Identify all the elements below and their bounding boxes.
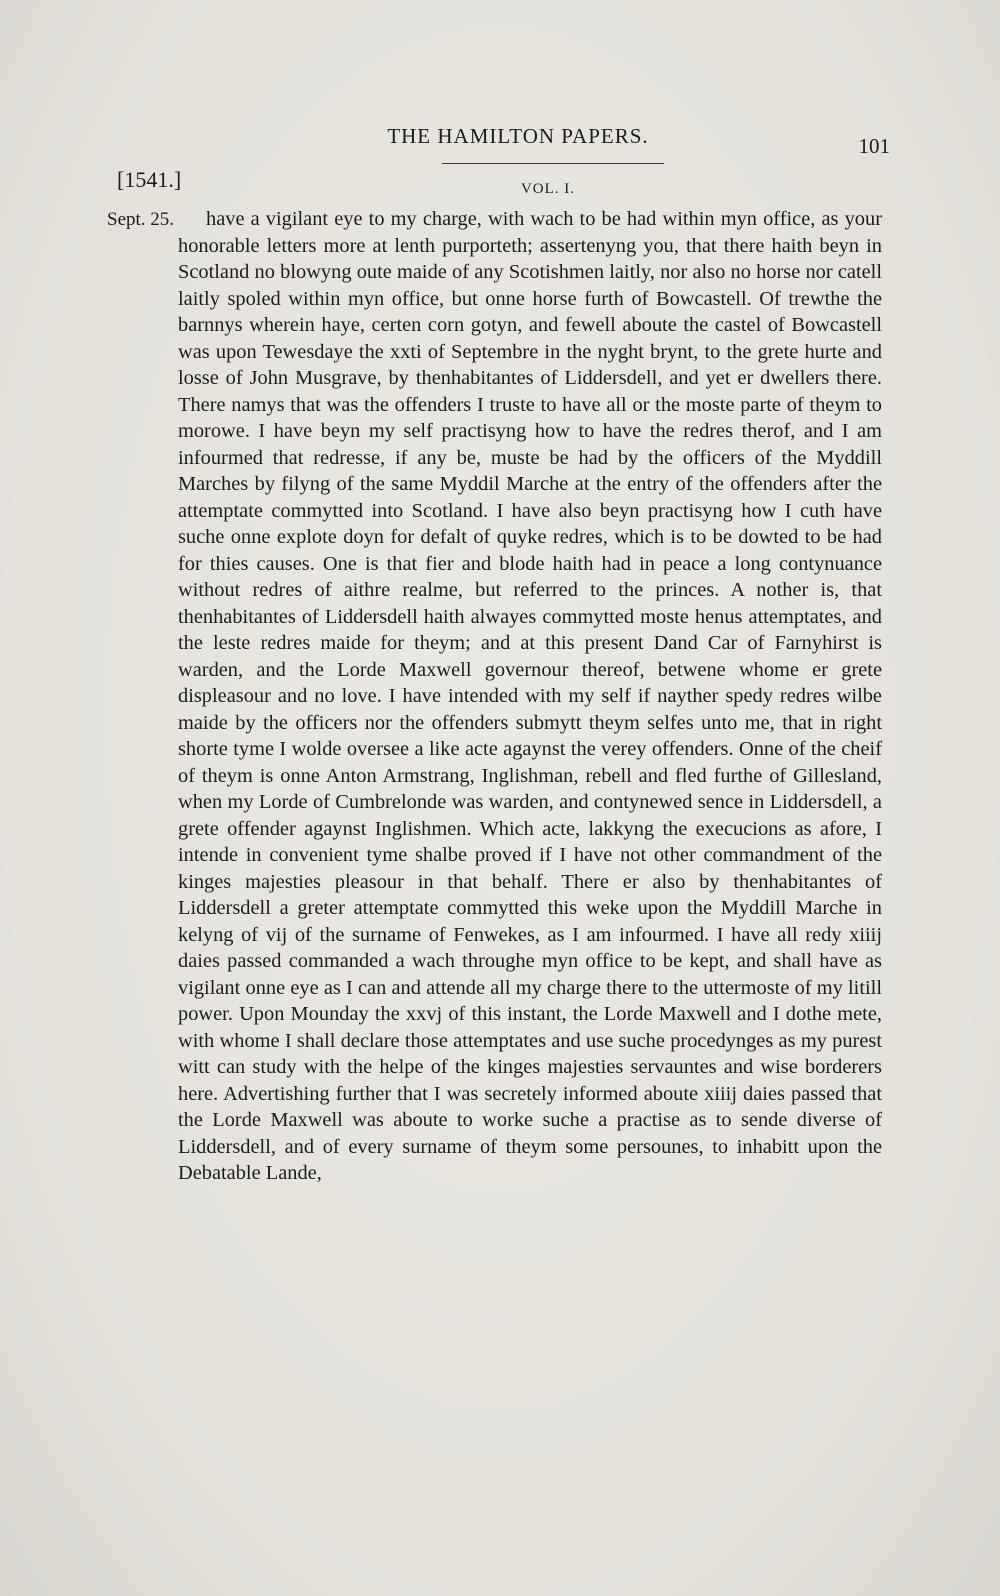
year-heading: [1541.] [117,167,182,192]
page-number: 101 [858,134,890,158]
title-rule [442,163,664,164]
margin-date: Sept. 25. [107,209,175,230]
volume-heading: VOL. I. [520,181,576,197]
letter-body-text: have a vigilant eye to my charge, with wach to be had within myn office, as your honorable letters more at lenth purporteth; assertenyng you, that there haith beyn in Scotland no blowyng oute maide of any Scotishmen laitly, nor also no horse nor catell laitly spoled within myn office, but onne horse furth of Bowcastell. Of trewthe the barnnys wherein haye, certen corn gotyn, and fewell aboute the castel of Bowcastell was upon Tewesdaye the xxti of Septembre in the nyght brynt, to the grete hurte and losse of John Musgrave, by thenhabitantes of Liddersdell, and yet er dwellers there. There namys that was the offenders I truste to have all or the moste parte of theym to morowe. I have beyn my self practisyng how to have the redres therof, and I am infourmed that redresse, if any be, muste be had by the officers of the Myddill Marches by filyng of the same Myddil Marche at the entry of the offenders after the attemptate commytted into Scotland. I have also beyn practisyng how I cuth have suche onne explote doyn for defalt of quyke redres, which is to be dowted to be had for thies causes. One is that fier and blode haith had in peace a long contynuance without redres of aithre realme, but referred to the princes. A nother is, that thenhabitantes of Liddersdell haith alwayes commytted moste henus attemptates, and the leste redres maide for theym; and at this present Dand Car of Farnyhirst is warden, and the Lorde Maxwell governour thereof, betwene whome er grete displeasour and no love. I have intended with my self if nayther spedy redres wilbe maide by the officers nor the offenders submytt theym selfes unto me, that in right shorte tyme I wolde oversee a like acte agaynst the verey offenders. Onne of the cheif of theym is onne Anton Armstrang, Inglishman, rebell and fled furthe of Gillesland, when my Lorde of Cumbrelonde was warden, and contynewed sence in Liddersdell, a grete offender agaynst Inglishmen. Which acte, lakkyng the execucions as afore, I intende in convenient tyme shalbe proved if I have not other commandment of the kinges majesties pleasour in that behalf. There er also by thenhabitantes of Liddersdell a greter attemptate commytted this weke upon the Myddill Marche in kelyng of vij of the surname of Fenwekes, as I am infourmed. I have all redy xiiij daies passed commanded a wach throughe myn office to be kept, and shall have as vigilant onne eye as I can and attende all my charge there to the uttermoste of my litill power. Upon Mounday the xxvj of this instant, the Lorde Maxwell and I dothe mete, with whome I shall declare those attemptates and use suche procedynges as my purest witt can study with the helpe of the kinges majesties servauntes and wise borderers here. Advertishing further that I was secretely informed aboute xiiij daies passed that the Lorde Maxwell was aboute to worke suche a practise as to sende diverse of Liddersdell, and of every surname of theym some persounes, to inhabitt upon the Debatable Lande, [178,208,882,1184]
running-title: THE HAMILTON PAPERS. [387,124,649,148]
